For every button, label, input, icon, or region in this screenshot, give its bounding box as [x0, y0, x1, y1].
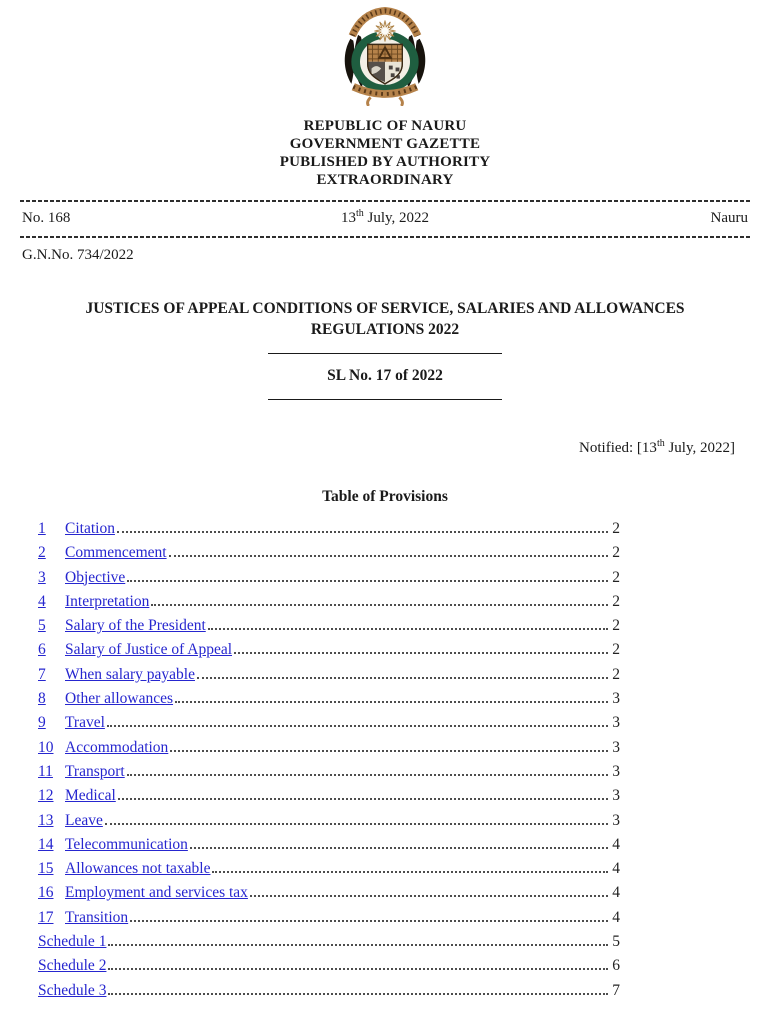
toc-row — [38, 764, 620, 780]
title-divider-bottom — [268, 399, 502, 400]
toc-entry-label[interactable]: Salary of Justice of Appeal — [65, 641, 233, 659]
toc-entry-page: 7 — [612, 981, 620, 999]
date-superscript: th — [355, 208, 364, 219]
masthead-gazette: GOVERNMENT GAZETTE — [289, 136, 481, 152]
regulation-title-line1: JUSTICES OF APPEAL CONDITIONS OF SERVICE, SALARIES AND ALLOWANCES — [85, 300, 685, 317]
toc-entry-label[interactable]: Travel — [65, 714, 105, 732]
toc-dot-leader — [130, 920, 608, 922]
toc-row — [38, 521, 620, 537]
toc-dot-leader — [118, 798, 608, 800]
regulation-title — [0, 298, 770, 340]
toc-row — [38, 958, 620, 974]
toc-entry-page: 2 — [612, 617, 620, 635]
masthead-extraordinary: EXTRAORDINARY — [316, 172, 454, 188]
toc-entry-label[interactable]: Transition — [65, 908, 129, 926]
toc-row — [38, 691, 620, 707]
toc-entry-page: 2 — [612, 568, 620, 586]
toc-entry-number[interactable]: 2 — [38, 544, 46, 562]
toc-row — [38, 837, 620, 853]
notified-superscript: th — [656, 438, 665, 449]
toc-list — [38, 521, 620, 999]
gazette-number: No. 168 — [22, 210, 71, 226]
toc-entry-label[interactable]: Schedule 2 — [38, 957, 107, 975]
toc-row — [38, 934, 620, 950]
toc-row — [38, 861, 620, 877]
toc-entry-page: 2 — [612, 665, 620, 683]
toc-entry-number[interactable]: 10 — [38, 738, 54, 756]
toc-row — [38, 788, 620, 804]
toc-entry-label[interactable]: Citation — [65, 520, 115, 537]
toc-dot-leader — [169, 555, 609, 557]
toc-entry-page: 3 — [612, 690, 620, 708]
masthead-authority: PUBLISHED BY AUTHORITY — [279, 154, 491, 170]
toc-dot-leader — [208, 628, 608, 630]
toc-entry-page: 4 — [612, 835, 620, 853]
toc-entry-label[interactable]: When salary payable — [65, 665, 195, 683]
toc-dot-leader — [107, 725, 608, 727]
toc-entry-page: 3 — [612, 738, 620, 756]
emblem-wrap — [0, 0, 770, 111]
toc-entry-number[interactable]: 14 — [38, 835, 54, 853]
toc-row — [38, 618, 620, 634]
toc-dot-leader — [108, 993, 608, 995]
toc-entry-number[interactable]: 5 — [38, 617, 46, 635]
sl-number: SL No. 17 of 2022 — [327, 367, 443, 384]
toc-dot-leader — [127, 580, 608, 582]
toc-entry-page: 2 — [612, 592, 620, 610]
toc-row — [38, 740, 620, 756]
toc-entry-label[interactable]: Schedule 3 — [38, 981, 107, 999]
toc-dot-leader — [108, 944, 608, 946]
toc-entry-number[interactable]: 11 — [38, 762, 53, 780]
toc-entry-number[interactable]: 3 — [38, 568, 46, 586]
toc-entry-number[interactable]: 1 — [38, 520, 46, 537]
nauru-coat-of-arms-icon — [332, 93, 438, 110]
toc-entry-label[interactable]: Schedule 1 — [38, 933, 107, 951]
toc-entry-page: 4 — [612, 908, 620, 926]
notified-line: Notified: [13th July, 2022] — [579, 438, 735, 456]
toc-entry-page: 6 — [612, 957, 620, 975]
toc-row — [38, 594, 620, 610]
toc-dot-leader — [190, 847, 608, 849]
toc-entry-number[interactable]: 12 — [38, 787, 54, 805]
gazette-place: Nauru — [710, 210, 748, 226]
toc-row — [38, 715, 620, 731]
gazette-date: 13th July, 2022 — [340, 208, 430, 226]
toc-entry-page: 2 — [612, 641, 620, 659]
toc-entry-number[interactable]: 6 — [38, 641, 46, 659]
toc-entry-page: 3 — [612, 811, 620, 829]
toc-entry-page: 2 — [612, 520, 620, 537]
toc-dot-leader — [197, 677, 608, 679]
toc-row — [38, 545, 620, 561]
toc-entry-label[interactable]: Other allowances — [65, 690, 174, 708]
toc-entry-label[interactable]: Accommodation — [65, 738, 169, 756]
toc-entry-page: 3 — [612, 762, 620, 780]
toc-dot-leader — [108, 968, 608, 970]
toc-entry-page: 2 — [612, 544, 620, 562]
toc-row — [38, 642, 620, 658]
toc-dot-leader — [212, 871, 608, 873]
toc-entry-page: 4 — [612, 860, 620, 878]
toc-entry-number[interactable]: 13 — [38, 811, 54, 829]
toc-entry-number[interactable]: 7 — [38, 665, 46, 683]
toc-row — [38, 885, 620, 901]
toc-dot-leader — [127, 774, 609, 776]
toc-heading: Table of Provisions — [322, 488, 448, 505]
toc-dot-leader — [105, 823, 608, 825]
toc-entry-label[interactable]: Commencement — [65, 544, 167, 562]
toc-row — [38, 570, 620, 586]
toc-entry-label[interactable]: Transport — [65, 762, 125, 780]
toc-entry-label[interactable]: Objective — [65, 568, 126, 586]
masthead — [0, 117, 770, 189]
toc-entry-label[interactable]: Allowances not taxable — [65, 860, 211, 878]
toc-entry-number[interactable]: 17 — [38, 908, 54, 926]
toc-entry-label[interactable]: Leave — [65, 811, 103, 829]
toc-entry-number[interactable]: 8 — [38, 690, 46, 708]
toc-entry-number[interactable]: 4 — [38, 592, 46, 610]
toc-dot-leader — [175, 701, 608, 703]
toc-dot-leader — [170, 750, 608, 752]
dashed-rule-bottom — [20, 236, 750, 238]
toc-entry-label[interactable]: Medical — [65, 787, 116, 805]
toc-entry-number[interactable]: 9 — [38, 714, 46, 732]
toc-entry-page: 3 — [612, 787, 620, 805]
toc-entry-label[interactable]: Interpretation — [65, 592, 150, 610]
toc-row — [38, 910, 620, 926]
toc-dot-leader — [234, 652, 608, 654]
toc-entry-page: 4 — [612, 884, 620, 902]
toc-row — [38, 667, 620, 683]
gn-number: G.N.No. 734/2022 — [22, 247, 134, 263]
toc-row — [38, 813, 620, 829]
toc-entry-label[interactable]: Employment and services tax — [65, 884, 248, 902]
masthead-republic: REPUBLIC OF NAURU — [303, 118, 467, 134]
toc-entry-page: 5 — [612, 933, 620, 951]
toc-dot-leader — [117, 531, 608, 533]
regulation-title-line2: REGULATIONS 2022 — [310, 321, 460, 338]
toc-dot-leader — [151, 604, 608, 606]
toc-row — [38, 983, 620, 999]
toc-entry-label[interactable]: Salary of the President — [65, 617, 206, 635]
toc-entry-page: 3 — [612, 714, 620, 732]
toc-dot-leader — [250, 895, 608, 897]
toc-entry-number[interactable]: 15 — [38, 860, 54, 878]
title-divider-top — [268, 353, 502, 354]
gazette-info-row — [20, 202, 750, 236]
toc-entry-number[interactable]: 16 — [38, 884, 54, 902]
toc-entry-label[interactable]: Telecommunication — [65, 835, 188, 853]
